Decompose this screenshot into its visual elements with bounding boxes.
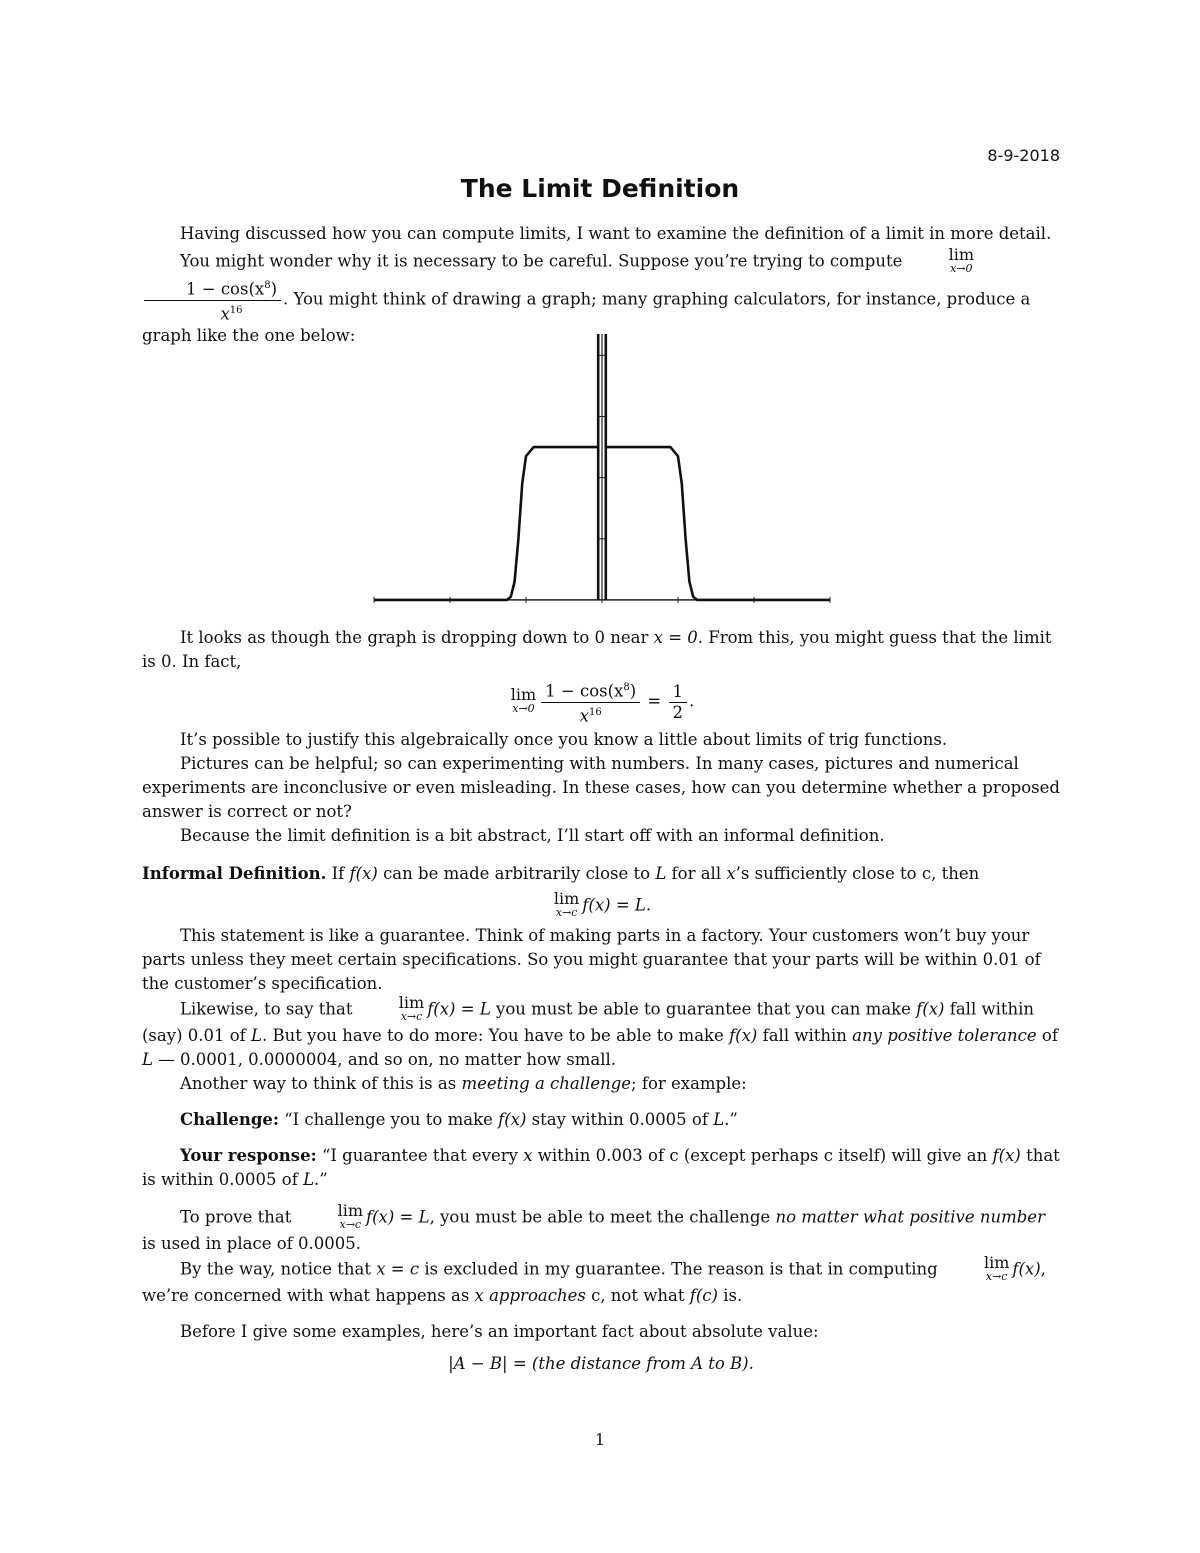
lim-subscript: x→0 xyxy=(950,262,973,275)
function-graph xyxy=(362,326,842,616)
by-the-way-paragraph: By the way, notice that x = c is excluded in my guarantee. The reason is that in computing lim x→c f(x), we’re concerned with what happens as x approaches c, not what f(c) is. xyxy=(142,1253,1046,1305)
one-half: $\frac{1}{2}$ xyxy=(669,682,688,723)
absolute-value-fact: |A − B| = (the distance from A to B). xyxy=(448,1354,754,1373)
absolute-value-intro: Before I give some examples, here’s an important fact about absolute value: xyxy=(180,1322,819,1341)
curve-left-branch xyxy=(374,447,598,600)
document-title: The Limit Definition xyxy=(460,174,740,203)
limit-operator: lim x→0 xyxy=(510,685,537,715)
intro-paragraph-1: Having discussed how you can compute limits, I want to examine the definition of a limit in more detail. xyxy=(180,224,1052,243)
intro-paragraph-2: You might wonder why it is necessary to be careful. Suppose you’re trying to compute lim x→0 $\frac{1 - \cos(x^8)}{x^{16}}$ . You might think of drawing a graph; many graphing calculators, for instance, produce a graph like the one below: xyxy=(142,245,1031,345)
response-statement: Your response: “I guarantee that every x within 0.003 of c (except perhaps c itself) will give an f(x) that is within 0.0005 of L.” xyxy=(142,1146,1060,1189)
guarantee-paragraph: This statement is like a guarantee. Think of making parts in a factory. Your customers won’t buy your parts unless they meet certain specifications. So you might guarantee that your parts will be within 0.01 of the customer’s specification. xyxy=(142,926,1041,993)
fraction-denominator: $x^{16}$ xyxy=(220,304,243,323)
definition-equation: lim x→c f(x) = L. xyxy=(553,889,652,919)
algebra-note: It’s possible to justify this algebraically once you know a little about limits of trig functions. xyxy=(180,730,948,749)
discussion-section xyxy=(142,626,1060,1376)
likewise-paragraph: Likewise, to say that lim x→c f(x) = L you must be able to guarantee that you can make f(x) fall within (say) 0.01 of L. But you have to do more: You have to be able to make f(x) fall within any positive tolerance of L — 0.0001, 0.0000004, and so on, no matter how small. xyxy=(142,993,1058,1069)
lim-label: lim xyxy=(948,245,974,264)
limit-fraction xyxy=(144,276,281,324)
page-number: 1 xyxy=(594,1430,606,1449)
intro-text-2: You might think of drawing a graph; many graphing calculators, for instance, produce a graph like the one below: xyxy=(142,289,1031,345)
curve-right-branch xyxy=(606,447,830,600)
challenge-statement: Challenge: “I challenge you to make f(x) stay within 0.0005 of L.” xyxy=(180,1110,738,1129)
pictures-paragraph: Pictures can be helpful; so can experimenting with numbers. In many cases, pictures and numerical experiments are inconclusive or even misleading. In these cases, how can you determine whether a proposed answer is correct or not? xyxy=(142,754,1060,821)
limit-operator xyxy=(911,245,974,276)
prove-paragraph: To prove that lim x→c f(x) = L, you must be able to meet the challenge no matter what positive number is used in place of 0.0005. xyxy=(142,1201,1045,1253)
limit-fraction: $\frac{1 - \cos(x^8)}{x^{16}}$ xyxy=(541,678,640,726)
limit-equation: lim x→0 $\frac{1 - \cos(x^8)}{x^{16}}$ = $\frac{1}{2}$ . xyxy=(142,678,1060,726)
intro-text: You might wonder why it is necessary to be careful. Suppose you’re trying to compute xyxy=(180,251,903,271)
document-date: 8-9-2018 xyxy=(987,146,1060,165)
fraction-numerator: $1 - \cos(x^8)$ xyxy=(144,276,281,301)
informal-definition: Informal Definition. If f(x) can be made arbitrarily close to L for all x’s sufficiently close to c, then xyxy=(142,864,980,883)
graph-discussion: It looks as though the graph is dropping down to 0 near x = 0. From this, you might guess that the limit is 0. In fact, xyxy=(142,628,1052,671)
challenge-intro: Another way to think of this is as meeting a challenge; for example: xyxy=(180,1074,747,1093)
informal-intro: Because the limit definition is a bit abstract, I’ll start off with an informal definition. xyxy=(180,826,885,845)
